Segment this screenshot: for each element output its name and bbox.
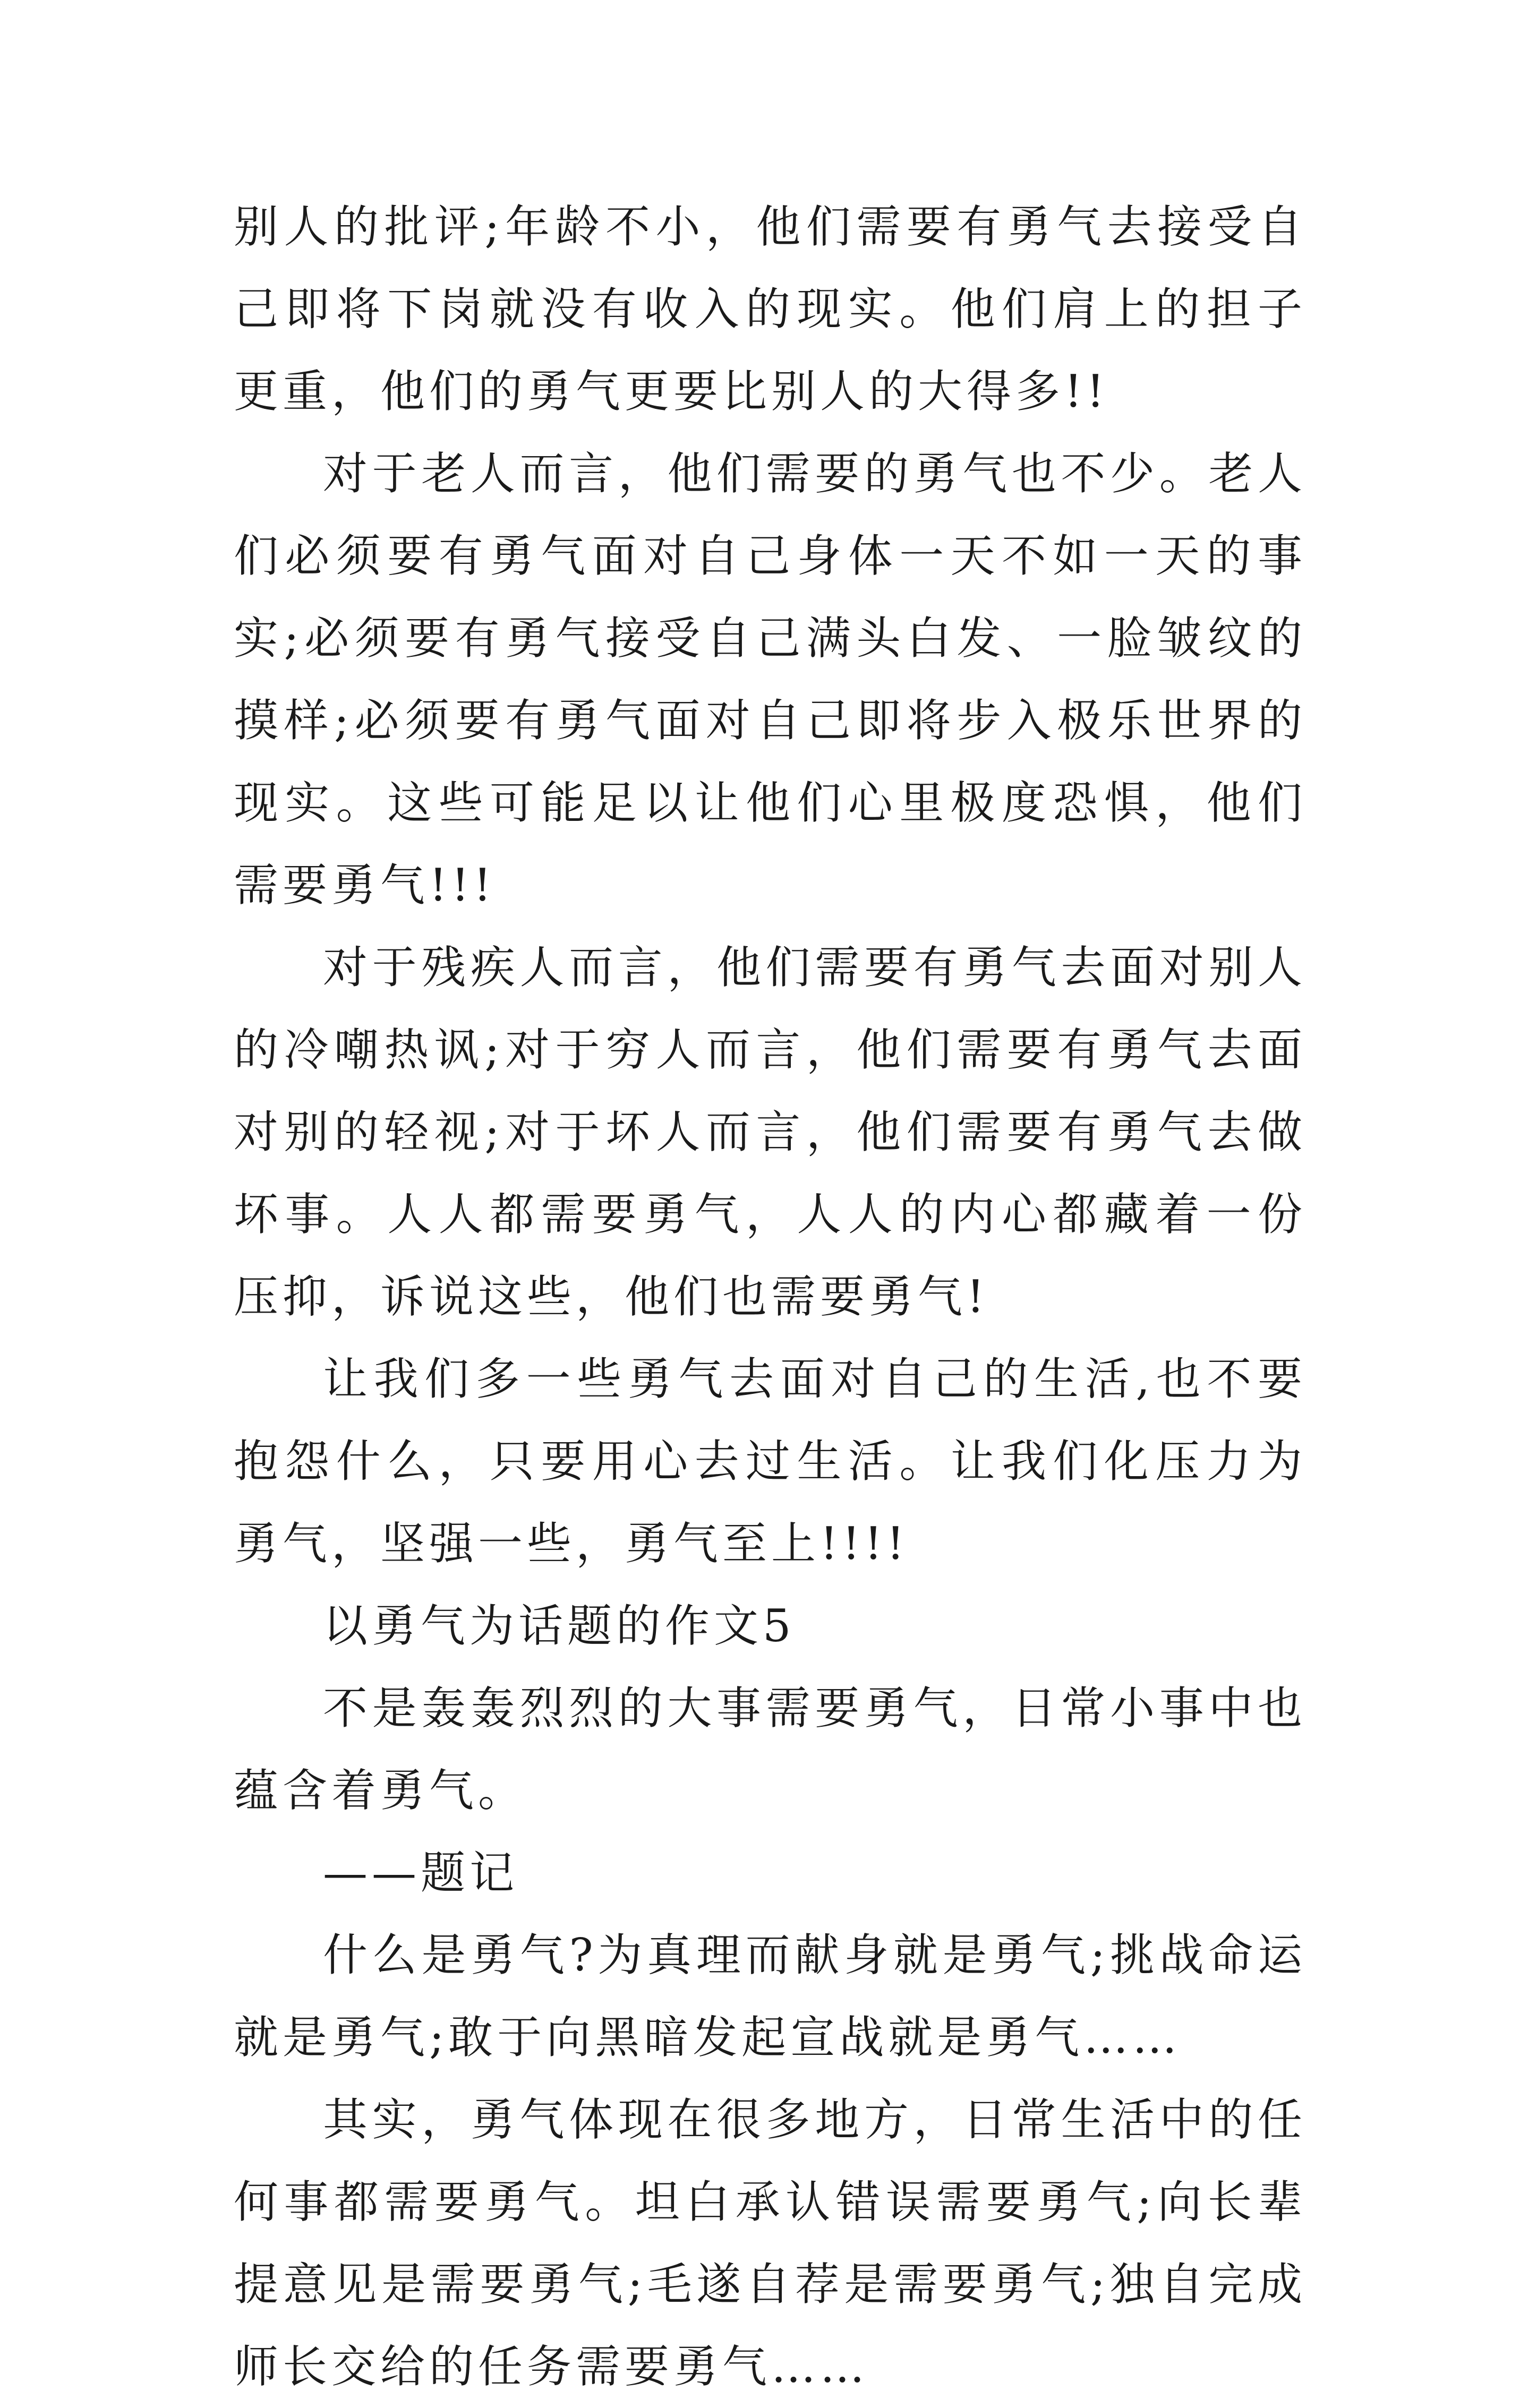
paragraph-conclusion: 让我们多一些勇气去面对自己的生活,也不要抱怨什么，只要用心去过生活。让我们化压力为勇气，坚强一些，勇气至上!!!! (234, 1353, 1307, 1570)
body-text (234, 186, 1307, 2408)
paragraph-elderly: 对于老人而言，他们需要的勇气也不少。老人们必须要有勇气面对自己身体一天不如一天的事实;必须要有勇气接受自己满头白发、一脸皱纹的摸样;必须要有勇气面对自己即将步入极乐世界的现实。这些可能足以让他们心里极度恐惧，他们需要勇气!!! (234, 448, 1307, 911)
essay-heading: 以勇气为话题的作文5 (323, 1600, 796, 1652)
epigraph-attribution: ——题记 (323, 1847, 519, 1899)
paragraph-what-is-courage: 什么是勇气?为真理而献身就是勇气;挑战命运就是勇气;敢于向黑暗发起宣战就是勇气…… (234, 1929, 1307, 2063)
paragraph-continuation: 别人的批评;年龄不小，他们需要有勇气去接受自己即将下岗就没有收入的现实。他们肩上的担子更重，他们的勇气更要比别人的大得多!! (234, 201, 1307, 417)
paragraph-disabled: 对于残疾人而言，他们需要有勇气去面对别人的冷嘲热讽;对于穷人而言，他们需要有勇气去面对别的轻视;对于坏人而言，他们需要有勇气去做坏事。人人都需要勇气，人人的内心都藏着一份压抑，诉说这些，他们也需要勇气! (234, 941, 1307, 1323)
paragraph-epigraph: 不是轰轰烈烈的大事需要勇气，日常小事中也蕴含着勇气。 (234, 1682, 1307, 1816)
paragraph-courage-everywhere: 其实，勇气体现在很多地方，日常生活中的任何事都需要勇气。坦白承认错误需要勇气;向长辈提意见是需要勇气;毛遂自荐是需要勇气;独自完成师长交给的任务需要勇气…… (234, 2094, 1307, 2393)
